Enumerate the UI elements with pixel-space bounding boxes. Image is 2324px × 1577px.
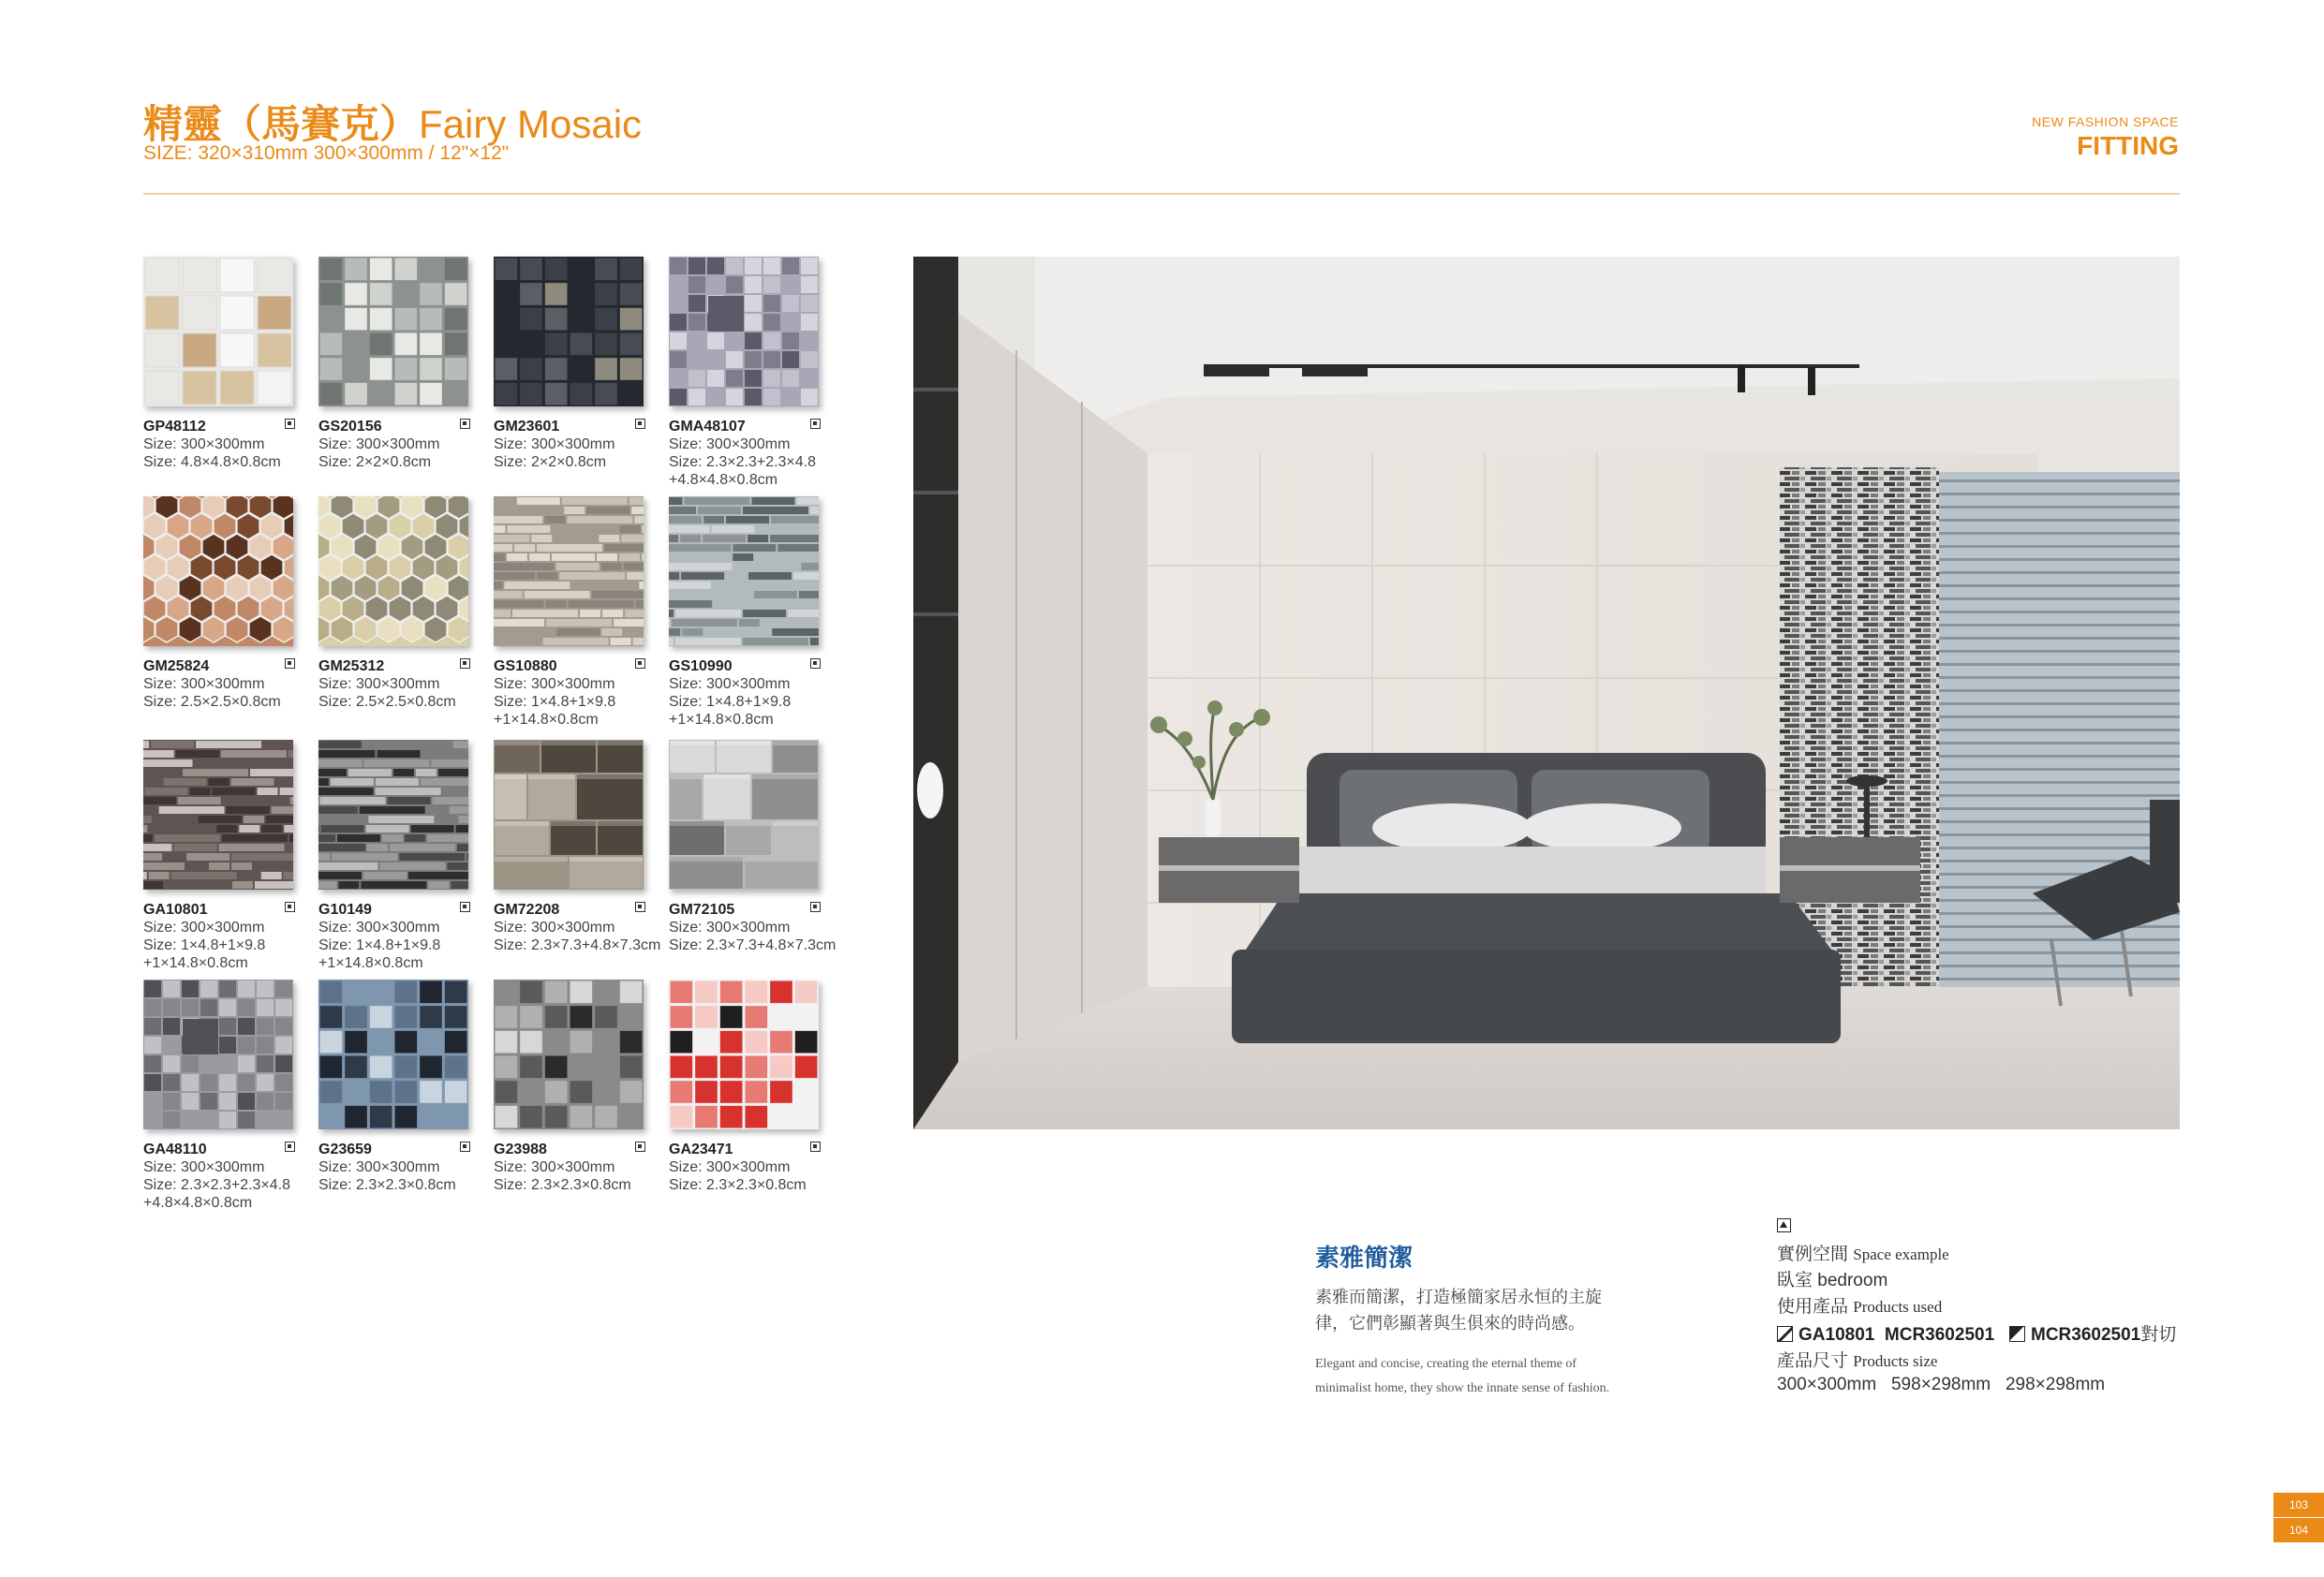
tile-size-line: Size: 1×4.8+1×9.8 [318,937,441,953]
tile-caption [143,418,321,471]
size-label-en: Products size [1853,1352,1938,1370]
tile-type-icon [810,658,821,669]
tile-size-line: Size: 2.3×2.3+2.3×4.8 [143,1177,291,1193]
brand-section: FITTING [2077,131,2179,160]
tile-swatch [669,257,819,406]
title-english: Fairy Mosaic [419,102,643,146]
tile-code: GM25312 [318,658,385,674]
tile-size-line: Size: 2.3×7.3+4.8×7.3cm [669,937,836,953]
tile-swatch [143,496,293,646]
tile-size-line: Size: 2.5×2.5×0.8cm [143,694,281,710]
tile-code: GS20156 [318,419,382,435]
tile-type-icon [635,419,645,429]
tile-code: GMA48107 [669,419,746,435]
tile-swatch [318,740,468,890]
tile-caption [143,1141,321,1212]
tile-card [494,257,645,471]
header-divider [143,193,2180,195]
bedroom-scene [913,257,2180,1129]
tile-size-line: Size: 1×4.8+1×9.8 [494,694,616,710]
tile-size-line: Size: 1×4.8+1×9.8 [143,937,266,953]
tile-size-line: Size: 2×2×0.8cm [494,454,607,470]
tile-caption [494,418,672,471]
spec-products-row [1777,1292,1942,1318]
product-a: GA10801 [1799,1325,1875,1345]
size-line: SIZE: 320×310mm 300×300mm / 12"×12" [143,142,510,164]
tile-size-line: +4.8×4.8×0.8cm [669,472,778,488]
tile-type-icon [460,419,470,429]
tile-pattern [494,257,644,406]
tile-card [318,980,470,1194]
tile-size-line: Size: 300×300mm [318,676,440,692]
tile-caption [669,657,847,729]
tile-card [494,496,645,729]
tile-caption [669,1141,847,1194]
tile-pattern [669,980,819,1129]
brand-tagline: NEW FASHION SPACE [2032,114,2179,129]
tile-size-line: Size: 300×300mm [318,436,440,452]
tile-swatch [494,980,644,1129]
tile-card [143,740,295,972]
page-number-right: 104 [2273,1517,2324,1542]
tile-pattern [494,980,644,1129]
tile-size-line: Size: 2.3×2.3×0.8cm [494,1177,631,1193]
tile-size-line: Size: 300×300mm [669,920,791,936]
tile-pattern [669,740,819,890]
tile-swatch [494,496,644,646]
tile-pattern [143,257,293,406]
tile-caption [318,901,496,972]
tile-caption [318,1141,496,1194]
description-heading: 素雅簡潔 [1315,1245,1414,1273]
tile-pattern [494,496,644,646]
size-label: 產品尺寸 [1777,1351,1849,1371]
tile-size-line: Size: 300×300mm [318,1159,440,1175]
tile-size-line: Size: 2×2×0.8cm [318,454,432,470]
tile-type-icon [285,419,295,429]
tile-pattern [143,980,293,1129]
tile-swatch [494,257,644,406]
tile-size-line: Size: 300×300mm [494,1159,615,1175]
tile-code: GA48110 [143,1142,207,1157]
tile-code: GS10880 [494,658,557,674]
spec-sizes: 300×300mm 598×298mm 298×298mm [1777,1375,2106,1394]
tile-caption [494,1141,672,1194]
tile-code: GM72208 [494,902,560,918]
tile-pattern [669,496,819,646]
page-number-left: 103 [2273,1493,2324,1517]
tile-caption [494,657,672,729]
tile-caption [143,901,321,972]
spec-marker [1777,1217,1791,1238]
tile-card [669,980,821,1194]
tile-code: GS10990 [669,658,733,674]
tile-swatch [143,980,293,1129]
tile-size-line: Size: 300×300mm [669,436,791,452]
tile-size-line: Size: 2.3×2.3×0.8cm [318,1177,456,1193]
space-label-en: Space example [1853,1245,1949,1263]
tile-card [669,740,836,954]
tile-size-line: Size: 2.3×7.3+4.8×7.3cm [494,937,661,953]
spec-space-row [1777,1240,1949,1265]
tile-type-icon [810,902,821,912]
tile-code: GM25824 [143,658,210,674]
tile-type-icon [635,658,645,669]
tile-swatch [318,980,468,1129]
tile-caption [669,901,847,954]
tile-size-line: +1×14.8×0.8cm [494,712,599,728]
tile-size-line: Size: 2.3×2.3×0.8cm [669,1177,807,1193]
tile-size-line: Size: 2.5×2.5×0.8cm [318,694,456,710]
space-label: 實例空間 [1777,1245,1849,1264]
tile-card [669,257,821,489]
tile-size-line: Size: 300×300mm [143,1159,265,1175]
description-english: Elegant and concise, creating the eternal theme of minimalist home, they show the innate sense of fashion. [1315,1357,1610,1395]
tile-card [318,496,470,711]
tile-type-icon [810,1142,821,1152]
tile-size-line: +4.8×4.8×0.8cm [143,1195,253,1211]
tile-code: G23659 [318,1142,372,1157]
tile-size-line: Size: 300×300mm [669,1159,791,1175]
tile-card [494,740,661,954]
tile-code: GM23601 [494,419,560,435]
tile-card [669,496,821,729]
tile-pattern [669,257,819,406]
tile-swatch [669,980,819,1129]
tile-code: GA23471 [669,1142,733,1157]
tile-code: GP48112 [143,419,206,435]
tile-swatch [318,496,468,646]
tile-type-icon [460,658,470,669]
space-example-icon [1777,1218,1791,1232]
product-c-suffix: 對切 [2140,1325,2177,1345]
tile-pattern [318,496,468,646]
tile-type-icon [285,658,295,669]
tile-size-line: Size: 1×4.8+1×9.8 [669,694,792,710]
tile-size-line: Size: 300×300mm [494,676,615,692]
tile-swatch [143,740,293,890]
tile-type-icon [460,902,470,912]
tile-swatch [669,740,819,890]
tile-card [318,740,470,972]
spec-size-row [1777,1347,1937,1372]
tile-pattern [318,740,468,890]
tile-size-line: +1×14.8×0.8cm [143,955,248,971]
tile-size-line: Size: 300×300mm [143,436,265,452]
tile-card [143,257,295,471]
tile-type-icon [285,1142,295,1152]
tile-size-line: Size: 300×300mm [143,676,265,692]
tile-swatch [494,740,644,890]
tile-card [143,496,295,711]
spec-products-list [1777,1320,2176,1346]
tile-size-line: +1×14.8×0.8cm [318,955,423,971]
tile-pattern [318,980,468,1129]
tile-type-icon [460,1142,470,1152]
cut-tile-icon [1777,1326,1793,1342]
tile-pattern [143,496,293,646]
tile-pattern [318,257,468,406]
tile-swatch [318,257,468,406]
tile-swatch [143,257,293,406]
half-tile-icon [2009,1326,2025,1342]
tile-size-line: Size: 4.8×4.8×0.8cm [143,454,281,470]
tile-type-icon [635,1142,645,1152]
tile-card [143,980,295,1212]
tile-card [494,980,645,1194]
tile-code: GA10801 [143,902,208,918]
tile-type-icon [810,419,821,429]
spec-room: 臥室 bedroom [1777,1271,1888,1290]
product-c: MCR3602501 [2031,1325,2141,1345]
room-photo [913,257,2180,1129]
product-b: MCR3602501 [1884,1325,1995,1345]
tile-caption [143,657,321,711]
tile-type-icon [635,902,645,912]
page-title [143,94,642,150]
tile-card [318,257,470,471]
tile-pattern [494,740,644,890]
products-label-en: Products used [1853,1298,1943,1316]
products-label: 使用產品 [1777,1297,1849,1317]
tile-caption [669,418,847,489]
tile-size-line: Size: 300×300mm [494,920,615,936]
tile-code: G10149 [318,902,372,918]
tile-size-line: Size: 300×300mm [494,436,615,452]
tile-type-icon [285,902,295,912]
tile-size-line: Size: 300×300mm [318,920,440,936]
tile-size-line: +1×14.8×0.8cm [669,712,774,728]
tile-size-line: Size: 300×300mm [669,676,791,692]
tile-caption [318,418,496,471]
tile-caption [494,901,672,954]
tile-pattern [143,740,293,890]
tile-caption [318,657,496,711]
tile-size-line: Size: 2.3×2.3+2.3×4.8 [669,454,817,470]
title-chinese: 精靈（馬賽克） [143,101,420,147]
description-chinese: 素雅而簡潔，打造極簡家居永恒的主旋律，它們彰顯著與生俱來的時尚感。 [1315,1288,1602,1334]
tile-code: GM72105 [669,902,735,918]
tile-size-line: Size: 300×300mm [143,920,265,936]
tile-code: G23988 [494,1142,547,1157]
tile-swatch [669,496,819,646]
